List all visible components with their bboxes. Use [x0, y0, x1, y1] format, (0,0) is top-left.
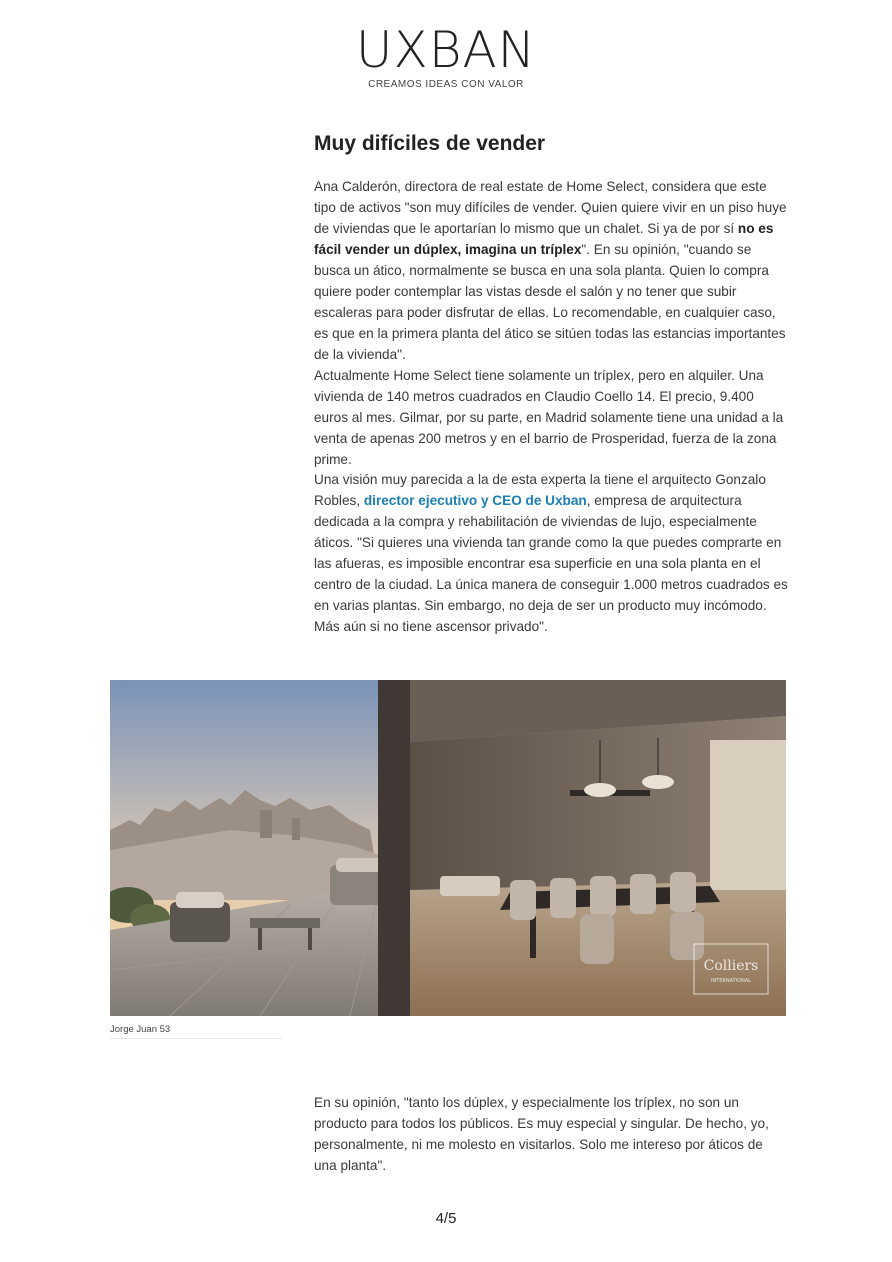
paragraph-3-text-b: , empresa de arquitectura dedicada a la compra y rehabilitación de viviendas de lujo, especialmente áticos. "Si quieres una vivienda tan grande como la que puedes comprarte en las afueras, es imposible encontrar esa superficie en una sola planta en el centro de la ciudad. La única manera de conseguir 1.000 metros cuadrados es en varias plantas. Sin embargo, no deja de ser un producto muy incómodo. Más aún si no tiene ascensor privado".	[314, 493, 788, 634]
uxban-logo	[0, 21, 892, 90]
paragraph-3	[314, 469, 788, 637]
page-number: 4/5	[435, 1210, 457, 1227]
paragraph-1	[314, 176, 788, 365]
article-heading: Muy difíciles de vender	[314, 132, 546, 155]
paragraph-3-text-a: Una visión muy parecida a la de esta experta la tiene el arquitecto Gonzalo Robles,	[314, 472, 766, 508]
image-caption: Jorge Juan 53	[110, 1024, 171, 1035]
logo-tagline: CREAMOS IDEAS CON VALOR	[368, 79, 524, 90]
colliers-watermark-sub: INTERNATIONAL	[710, 978, 752, 984]
penthouse-terrace-photo	[110, 680, 786, 1016]
colliers-watermark: Colliers	[703, 958, 759, 974]
paragraph-4: En su opinión, "tanto los dúplex, y especialmente los tríplex, no son un producto para todos los públicos. Es muy especial y singular. De hecho, yo, personalmente, ni me molesto en visitarlos. Solo me intereso por áticos de una planta".	[314, 1095, 769, 1173]
paragraph-1-text-b: ". En su opinión, "cuando se busca un ático, normalmente se busca en una sola planta. Quien lo compra quiere poder contemplar las vistas desde el salón y no tener que subir escaleras para poder disfrutar de ellas. Lo recomendable, en cualquier caso, es que en la primera planta del ático se sitúen todas las estancias importantes de la vivienda".	[314, 242, 786, 362]
caption-divider	[110, 1038, 282, 1039]
paragraph-2: Actualmente Home Select tiene solamente un tríplex, pero en alquiler. Una vivienda de 140 metros cuadrados en Claudio Coello 14. El precio, 9.400 euros al mes. Gilmar, por su parte, en Madrid solamente tiene una unidad a la venta de apenas 200 metros y en el barrio de Prosperidad, fuerza de la zona prime.	[314, 368, 784, 467]
paragraph-1-text-a: Ana Calderón, directora de real estate de Home Select, considera que este tipo de activos "son muy difíciles de vender. Quien quiere vivir en un piso huye de viviendas que le aportarían lo mismo que un chalet. Si ya de por sí	[314, 179, 787, 236]
logo-text: UXBAN	[355, 21, 537, 79]
paragraph-1-bold: no es fácil vender un dúplex, imagina un tríplex	[314, 221, 774, 257]
ceo-uxban-link[interactable]: director ejecutivo y CEO de Uxban	[363, 493, 587, 508]
